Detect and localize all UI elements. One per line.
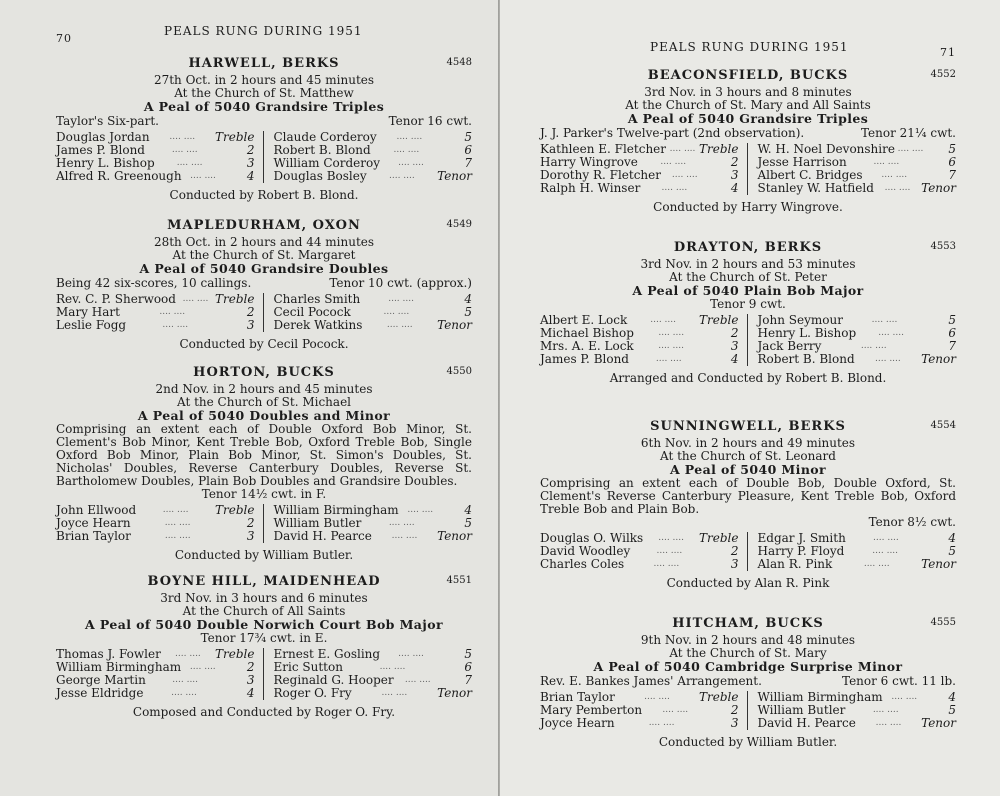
bell-position: Tenor (921, 352, 956, 366)
peal-header (56, 218, 472, 236)
ringer-name: David H. Pearce (273, 529, 372, 543)
ringer-name: Henry L. Bishop (56, 156, 155, 170)
bell-position: Tenor (437, 169, 472, 183)
leader-dots: .... .... (658, 341, 684, 351)
ringer-name: W. H. Noel Devonshire (757, 142, 895, 156)
bell-position: 3 (730, 557, 739, 571)
ringer-name: Mrs. A. E. Lock (540, 339, 634, 353)
peal-entry (56, 574, 472, 719)
peal-header (56, 365, 472, 383)
conductor-line: Arranged and Conducted by Robert B. Blond. (609, 371, 887, 385)
ringers-right-column (748, 314, 957, 366)
ringer-name: Albert E. Lock (540, 313, 628, 327)
leader-dots: .... .... (393, 145, 420, 155)
leader-dots: .... .... (860, 341, 887, 351)
ringer-name: Thomas J. Fowler (56, 647, 161, 661)
peal-church: At the Church of St. Michael (176, 395, 352, 409)
leader-dots: .... .... (388, 294, 414, 304)
peal-place: BOYNE HILL, MAIDENHEAD (147, 574, 381, 589)
leader-dots: .... .... (171, 688, 197, 698)
leader-dots: .... .... (404, 675, 431, 685)
leader-dots: .... .... (379, 662, 406, 672)
ringer-name: Ernest E. Gosling (273, 647, 381, 661)
peal-place: SUNNINGWELL, BERKS (650, 419, 846, 434)
ringer-name: Brian Taylor (540, 690, 615, 704)
bell-position: 3 (730, 168, 739, 182)
bell-position: 5 (948, 544, 956, 558)
ringer-name: Mary Hart (56, 305, 120, 319)
tenor-weight: Tenor 14½ cwt. in F. (201, 487, 327, 501)
leader-dots: .... .... (875, 718, 902, 728)
peal-method: A Peal of 5040 Grandsire Triples (143, 99, 385, 114)
peal-method: A Peal of 5040 Plain Bob Major (632, 283, 864, 298)
tenor-weight: Tenor 8½ cwt. (868, 515, 956, 529)
tenor-weight: Tenor 9 cwt. (710, 297, 786, 311)
leader-dots: .... .... (873, 157, 900, 167)
peal-number: 4552 (930, 69, 956, 80)
peal-number: 4550 (446, 366, 472, 377)
ringers-right-column (264, 648, 473, 700)
leader-dots: .... .... (872, 546, 899, 556)
leader-dots: .... .... (873, 533, 899, 543)
leader-dots: .... .... (653, 559, 680, 569)
ringers-left-column (56, 131, 264, 183)
peal-entry (540, 240, 956, 385)
peal-number: 4553 (930, 241, 956, 252)
peal-date: 3rd Nov. in 3 hours and 8 minutes (644, 85, 852, 99)
peal-method: A Peal of 5040 Grandsire Triples (627, 111, 869, 126)
leader-dots: .... .... (396, 132, 423, 142)
ringer-name: William Birmingham (56, 660, 182, 674)
bell-position: 2 (730, 326, 739, 340)
leader-dots: .... .... (872, 705, 899, 715)
bell-position: 3 (730, 339, 739, 353)
bell-position: 5 (948, 703, 956, 717)
peal-church: At the Church of All Saints (182, 604, 346, 618)
bell-position: 5 (948, 313, 956, 327)
bell-position: 5 (464, 647, 472, 661)
leader-dots: .... .... (182, 294, 209, 304)
bell-position: 4 (730, 181, 739, 195)
leader-dots: .... .... (660, 157, 687, 167)
bell-position: 5 (948, 142, 956, 156)
ringer-name: Douglas O. Wilks (540, 531, 644, 545)
peal-entry (540, 419, 956, 590)
bell-position: 2 (246, 660, 255, 674)
ringer-name: George Martin (56, 673, 146, 687)
leader-dots: .... .... (669, 144, 696, 154)
ringer-name: Douglas Bosley (273, 169, 367, 183)
leader-dots: .... .... (172, 675, 199, 685)
peal-number: 4555 (930, 617, 956, 628)
peal-entry (540, 616, 956, 749)
ringer-name: Brian Taylor (56, 529, 131, 543)
ringer-row (56, 687, 255, 700)
ringer-name: Alan R. Pink (757, 557, 833, 571)
bell-position: 4 (246, 686, 255, 700)
peal-place: MAPLEDURHAM, OXON (167, 218, 361, 233)
method-details: Comprising an extent each of Double Bob, Double Oxford, St. Clement's Reverse Canterbury Pleasure, Kent Treble Bob, Oxford Treble Bob and Plain Bob. (540, 476, 956, 516)
ringer-row (540, 353, 739, 366)
ringers-left-column (56, 504, 264, 543)
ringer-name: James P. Blond (56, 143, 145, 157)
bell-position: Treble (215, 647, 255, 661)
ringer-name: Leslie Fogg (56, 318, 127, 332)
bell-position: 3 (730, 716, 739, 730)
ringer-name: William Birmingham (273, 503, 399, 517)
ringers-left-column (56, 293, 264, 332)
leader-dots: .... .... (650, 315, 676, 325)
bell-position: 2 (730, 155, 739, 169)
bell-position: 2 (246, 143, 255, 157)
ringer-name: Roger O. Fry (273, 686, 352, 700)
ringer-name: Jesse Eldridge (56, 686, 144, 700)
leader-dots: .... .... (875, 354, 901, 364)
ringer-row (758, 353, 957, 366)
ringer-row (56, 170, 255, 183)
ringers-left-column (540, 314, 748, 366)
peal-method: A Peal of 5040 Doubles and Minor (137, 408, 391, 423)
peal-header (540, 419, 956, 437)
ringer-name: Reginald G. Hooper (273, 673, 394, 687)
ringer-name: Rev. C. P. Sherwood (56, 292, 176, 306)
bell-position: 5 (464, 305, 472, 319)
ringer-name: Albert C. Bridges (757, 168, 863, 182)
bell-position: Tenor (921, 557, 956, 571)
leader-dots: .... .... (389, 171, 415, 181)
ringers-band (56, 131, 472, 183)
ringer-name: Kathleen E. Fletcher (540, 142, 667, 156)
ringer-name: John Ellwood (56, 503, 137, 517)
peal-number: 4554 (930, 420, 956, 431)
ringer-name: Michael Bishop (540, 326, 634, 340)
peal-list (56, 56, 472, 719)
ringer-name: Harry Wingrove (540, 155, 638, 169)
ringer-name: William Birmingham (757, 690, 883, 704)
peal-date: 27th Oct. in 2 hours and 45 minutes (153, 73, 375, 87)
bell-position: 3 (246, 529, 255, 543)
peal-date: 9th Nov. in 2 hours and 48 minutes (640, 633, 856, 647)
peal-place: HARWELL, BERKS (188, 56, 340, 71)
ringers-band (56, 293, 472, 332)
ringer-name: Joyce Hearn (540, 716, 615, 730)
leader-dots: .... .... (159, 307, 186, 317)
tenor-weight: Tenor 10 cwt. (approx.) (329, 276, 472, 290)
leader-dots: .... .... (388, 518, 415, 528)
tenor-weight: Tenor 21¼ cwt. (860, 126, 956, 140)
leader-dots: .... .... (383, 307, 410, 317)
ringer-row (274, 530, 473, 543)
bell-position: Treble (215, 130, 255, 144)
composition-note: Being 42 six-scores, 10 callings. (56, 276, 252, 290)
peal-notes (56, 276, 472, 290)
bell-position: Treble (699, 531, 739, 545)
leader-dots: .... .... (658, 533, 684, 543)
ringer-name: Jack Berry (757, 339, 822, 353)
ringer-name: Claude Corderoy (273, 130, 377, 144)
ringers-right-column (748, 532, 957, 571)
leader-dots: .... .... (190, 171, 216, 181)
tenor-weight: Tenor 17¾ cwt. in E. (200, 631, 328, 645)
conductor-line: Conducted by William Butler. (658, 735, 838, 749)
ringer-name: Ralph H. Winser (540, 181, 641, 195)
peal-notes (540, 126, 956, 140)
ringer-name: Harry P. Floyd (757, 544, 845, 558)
ringers-left-column (540, 691, 748, 730)
peal-method: A Peal of 5040 Cambridge Surprise Minor (593, 659, 903, 674)
bell-position: 2 (246, 516, 255, 530)
leader-dots: .... .... (381, 688, 408, 698)
ringers-band (540, 143, 956, 195)
peal-church: At the Church of St. Matthew (174, 86, 354, 100)
ringers-right-column (748, 143, 957, 195)
bell-position: Treble (215, 292, 255, 306)
bell-position: 4 (464, 292, 472, 306)
composition-note: Taylor's Six-part. (56, 114, 159, 128)
ringers-band (540, 691, 956, 730)
peal-place: DRAYTON, BERKS (673, 240, 823, 255)
ringers-right-column (748, 691, 957, 730)
ringer-name: Cecil Pocock (273, 305, 351, 319)
peal-place: HORTON, BUCKS (193, 365, 335, 380)
ringer-row (274, 319, 473, 332)
bell-position: 6 (948, 155, 956, 169)
ringer-name: Robert B. Blond (757, 352, 855, 366)
bell-position: 4 (948, 690, 956, 704)
page-number: 70 (56, 32, 72, 45)
bell-position: Tenor (437, 318, 472, 332)
conductor-line: Conducted by Cecil Pocock. (179, 337, 349, 351)
bell-position: 4 (464, 503, 472, 517)
conductor-line: Conducted by Robert B. Blond. (169, 188, 359, 202)
bell-position: 6 (948, 326, 956, 340)
ringers-band (540, 314, 956, 366)
ringer-name: Mary Pemberton (540, 703, 643, 717)
peal-entry (56, 218, 472, 351)
leader-dots: .... .... (878, 328, 904, 338)
peal-date: 2nd Nov. in 2 hours and 45 minutes (155, 382, 373, 396)
bell-position: 4 (246, 169, 255, 183)
leader-dots: .... .... (871, 315, 898, 325)
ringers-right-column (264, 293, 473, 332)
ringer-row (56, 319, 255, 332)
ringer-name: Edgar J. Smith (757, 531, 846, 545)
leader-dots: .... .... (881, 170, 908, 180)
leader-dots: .... .... (391, 531, 418, 541)
ringer-row (274, 170, 473, 183)
bell-position: 4 (730, 352, 739, 366)
peal-method: A Peal of 5040 Minor (669, 462, 827, 477)
bell-position: 6 (464, 660, 472, 674)
peal-header (56, 56, 472, 74)
bell-position: 5 (464, 516, 472, 530)
running-title: PEALS RUNG DURING 1951 (164, 24, 363, 38)
bell-position: Treble (215, 503, 255, 517)
leader-dots: .... .... (407, 505, 434, 515)
leader-dots: .... .... (386, 320, 413, 330)
peal-church: At the Church of St. Mary and All Saints (625, 98, 871, 112)
leader-dots: .... .... (897, 144, 924, 154)
ringer-name: Dorothy R. Fletcher (540, 168, 661, 182)
leader-dots: .... .... (162, 505, 189, 515)
ringer-row (56, 530, 255, 543)
ringer-name: Douglas Jordan (56, 130, 150, 144)
leader-dots: .... .... (658, 328, 685, 338)
peal-list (540, 68, 956, 749)
peal-entry (56, 365, 472, 562)
leader-dots: .... .... (176, 158, 203, 168)
ringer-row (540, 182, 739, 195)
ringers-right-column (264, 504, 473, 543)
ringer-name: David H. Pearce (757, 716, 856, 730)
conductor-line: Composed and Conducted by Roger O. Fry. (132, 705, 396, 719)
ringer-name: William Butler (273, 516, 362, 530)
bell-position: 6 (464, 143, 472, 157)
ringer-row (274, 687, 473, 700)
bell-position: Treble (699, 690, 739, 704)
ringer-name: David Woodley (540, 544, 631, 558)
tenor-weight: Tenor 16 cwt. (388, 114, 472, 128)
ringers-left-column (540, 532, 748, 571)
method-details: Comprising an extent each of Double Oxford Bob Minor, St. Clement's Bob Minor, Kent Treble Bob, Oxford Treble Bob, Single Oxford Bob Minor, Plain Bob Minor, St. Simon's Doubles, St. Nicholas' Doubles, Reverse Canterbury Doubles, Reverse St. Bartholomew Doubles, Plain Bob Doubles and Grandsire Doubles. (56, 422, 472, 488)
ringer-name: William Butler (757, 703, 846, 717)
bell-position: 7 (464, 673, 472, 687)
bell-position: Treble (699, 313, 739, 327)
bell-position: Tenor (921, 181, 956, 195)
peal-header (56, 574, 472, 592)
peal-header (540, 68, 956, 86)
leader-dots: .... .... (671, 170, 698, 180)
ringer-name: Henry L. Bishop (757, 326, 857, 340)
conductor-line: Conducted by William Butler. (174, 548, 354, 562)
leader-dots: .... .... (891, 692, 918, 702)
ringer-name: James P. Blond (540, 352, 629, 366)
running-header (56, 22, 472, 52)
leader-dots: .... .... (655, 354, 682, 364)
ringers-band (56, 504, 472, 543)
leader-dots: .... .... (662, 705, 689, 715)
peal-church: At the Church of St. Leonard (660, 449, 836, 463)
leader-dots: .... .... (175, 649, 201, 659)
ringer-name: Eric Sutton (273, 660, 343, 674)
running-header (540, 34, 956, 64)
leader-dots: .... .... (884, 183, 911, 193)
peal-place: BEACONSFIELD, BUCKS (647, 68, 849, 83)
leader-dots: .... .... (863, 559, 890, 569)
peal-method: A Peal of 5040 Double Norwich Court Bob Major (85, 617, 443, 632)
ringer-row (758, 558, 957, 571)
composition-note: J. J. Parker's Twelve-part (2nd observation). (540, 126, 805, 140)
ringers-left-column (540, 143, 748, 195)
leader-dots: .... .... (661, 183, 688, 193)
peal-number: 4551 (446, 575, 472, 586)
ringers-band (56, 648, 472, 700)
peal-church: At the Church of St. Mary (669, 646, 827, 660)
right-page (500, 0, 1000, 796)
bell-position: 3 (246, 156, 255, 170)
bell-position: 4 (948, 531, 956, 545)
leader-dots: .... .... (644, 692, 670, 702)
leader-dots: .... .... (171, 145, 198, 155)
ringers-band (540, 532, 956, 571)
leader-dots: .... .... (398, 158, 424, 168)
leader-dots: .... .... (164, 518, 191, 528)
bell-position: Tenor (921, 716, 956, 730)
leader-dots: .... .... (164, 531, 191, 541)
peal-church: At the Church of St. Margaret (172, 248, 356, 262)
ringer-name: Alfred R. Greenough (56, 169, 182, 183)
bell-position: 3 (246, 673, 255, 687)
peal-number: 4548 (446, 57, 472, 68)
page-number: 71 (940, 46, 956, 59)
peal-notes (56, 114, 472, 128)
bell-position: 3 (246, 318, 255, 332)
composition-note: Rev. E. Bankes James' Arrangement. (540, 674, 762, 688)
conductor-line: Conducted by Alan R. Pink (666, 576, 830, 590)
ringer-name: Joyce Hearn (56, 516, 131, 530)
ringers-right-column (264, 131, 473, 183)
peal-notes (540, 674, 956, 688)
ringer-name: Jesse Harrison (757, 155, 847, 169)
peal-church: At the Church of St. Peter (669, 270, 827, 284)
peal-date: 28th Oct. in 2 hours and 44 minutes (153, 235, 375, 249)
bell-position: 2 (246, 305, 255, 319)
leader-dots: .... .... (169, 132, 196, 142)
ringer-name: Derek Watkins (273, 318, 363, 332)
tenor-weight: Tenor 6 cwt. 11 lb. (842, 674, 956, 688)
ringer-name: Stanley W. Hatfield (757, 181, 874, 195)
peal-entry (540, 68, 956, 214)
bell-position: 7 (948, 339, 956, 353)
ringer-row (758, 717, 957, 730)
peal-header (540, 240, 956, 258)
peal-date: 6th Nov. in 2 hours and 49 minutes (640, 436, 856, 450)
leader-dots: .... .... (656, 546, 683, 556)
ringer-row (540, 558, 739, 571)
bell-position: 5 (464, 130, 472, 144)
ringer-name: Charles Smith (273, 292, 361, 306)
leader-dots: .... .... (189, 662, 216, 672)
bell-position: 2 (730, 703, 739, 717)
bell-position: 2 (730, 544, 739, 558)
ringer-name: John Seymour (757, 313, 843, 327)
ringer-name: William Corderoy (273, 156, 380, 170)
leader-dots: .... .... (162, 320, 189, 330)
leader-dots: .... .... (398, 649, 424, 659)
bell-position: Tenor (437, 529, 472, 543)
leader-dots: .... .... (648, 718, 675, 728)
peal-date: 3rd Nov. in 2 hours and 53 minutes (640, 257, 856, 271)
peal-number: 4549 (446, 219, 472, 230)
peal-header (540, 616, 956, 634)
running-title: PEALS RUNG DURING 1951 (650, 40, 849, 54)
ringer-name: Charles Coles (540, 557, 625, 571)
ringer-name: Robert B. Blond (273, 143, 371, 157)
conductor-line: Conducted by Harry Wingrove. (653, 200, 843, 214)
ringer-row (758, 182, 957, 195)
bell-position: 7 (464, 156, 472, 170)
peal-method: A Peal of 5040 Grandsire Doubles (139, 261, 389, 276)
ringers-left-column (56, 648, 264, 700)
peal-date: 3rd Nov. in 3 hours and 6 minutes (160, 591, 368, 605)
peal-entry (56, 56, 472, 202)
bell-position: 7 (948, 168, 956, 182)
bell-position: Tenor (437, 686, 472, 700)
peal-place: HITCHAM, BUCKS (672, 616, 824, 631)
ringer-row (540, 717, 739, 730)
bell-position: Treble (699, 142, 739, 156)
